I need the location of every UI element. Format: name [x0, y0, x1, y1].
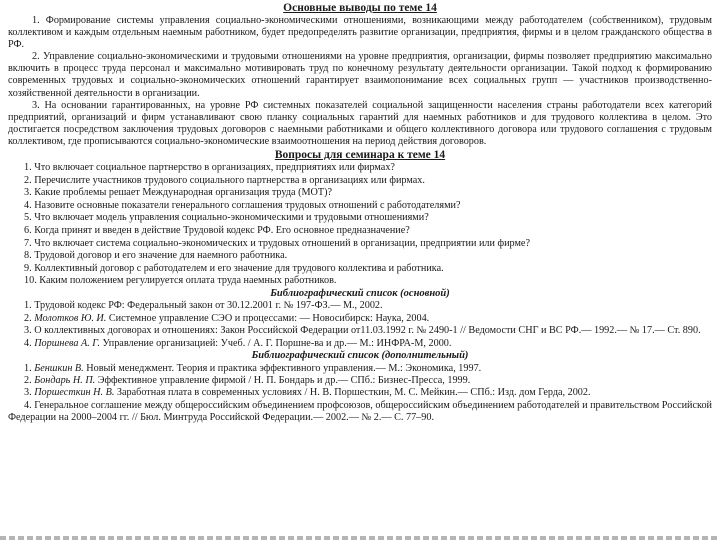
bib-main-item-1: 1. Трудовой кодекс РФ: Федеральный закон от 30.12.2001 г. № 197-ФЗ.— М., 2002.	[24, 300, 383, 312]
bib-main-item-4	[8, 338, 712, 350]
question-6: 6. Когда принят и введен в действие Трудовой кодекс РФ. Его основное предназначение?	[24, 225, 410, 236]
bib-author: Бондарь Н. П.	[34, 375, 96, 386]
conclusion-3: 3. На основании гарантированных, на уровне РФ системных показателей социальной защищенности населения страны работодатели всех категорий предприятий, организаций и фирм устанавливают свою планку социальных гарантий для наемных работников и для трудового коллектива в целом. Это достигается посредством заключения трудовых договоров с наемными работниками и общего коллективного договора или трудового соглашения с трудовым коллективом, где прописываются социально-экономические взаимоотношения на период действия договоров.	[8, 99, 712, 147]
bib-text: Эффективное управление фирмой / Н. П. Бондарь и др.— СПб.: Бизнес-Пресса, 1999.	[95, 375, 471, 386]
bib-extra-item-3	[8, 387, 712, 399]
question-8: 8. Трудовой договор и его значение для наемного работника.	[24, 250, 288, 262]
question-10: 10. Каким положением регулируется оплата труда наемных работников.	[24, 275, 337, 287]
question-5: 5. Что включает модель управления социально-экономическими и трудовыми отношениями?	[24, 212, 429, 224]
bibliography-extra	[8, 363, 712, 425]
bib-author: Поршесткин Н. В.	[34, 387, 115, 399]
bib-number: 2.	[24, 312, 35, 324]
bib-text: Системное управление СЭО и процессами: — Новосибирск: Наука, 2004.	[106, 312, 430, 324]
conclusion-2: 2. Управление социально-экономическими и трудовыми отношениями на уровне предприятия, организации, фирмы позволяет предприятию максимально включить в процесс труда персонал и максимально мотивировать труд по конечному результату деятельности организации. Такой подход к формированию современных трудовых и социально-экономических отношений гарантирует взаимопонимание всех социальных групп — участников производственно-хозяйственной деятельности в организации.	[8, 51, 712, 99]
bib-main-item-2	[8, 313, 712, 325]
heading-conclusions: Основные выводы по теме 14	[283, 2, 437, 14]
bibliography-main	[8, 300, 712, 350]
heading-bibliography-main: Библиографический список (основной)	[270, 287, 450, 299]
conclusions-section	[8, 15, 712, 148]
bib-text: Заработная плата в современных условиях / Н. В. Поршесткин, М. С. Мейкин.— СПб.: Изд. дом Герда, 2002.	[114, 387, 591, 399]
bib-number: 3.	[24, 387, 35, 399]
bib-number: 2.	[24, 375, 35, 386]
bib-extra-item-1	[8, 363, 712, 375]
bib-number: 4.	[24, 337, 35, 349]
heading-questions: Вопросы для семинара к теме 14	[274, 149, 446, 162]
heading-bibliography-extra: Библиографический список (дополнительный)	[251, 350, 469, 362]
bib-text: Управление организацией: Учеб. / А. Г. Поршне-ва и др.— М.: ИНФРА-М, 2000.	[99, 337, 452, 349]
bottom-border-decoration	[0, 536, 720, 540]
questions-list	[8, 162, 712, 288]
bib-author: Поршнева А. Г.	[34, 337, 100, 349]
conclusion-1: 1. Формирование системы управления социально-экономическими отношениями, возникающими между работодателем (собственником), трудовым коллективом и каждым отдельным наемным работником, будет предопределять развитие организации, предприятия, фирмы и в целом гражданского общества в РФ.	[8, 15, 712, 51]
question-3: 3. Какие проблемы решает Международная организация труда (МОТ)?	[24, 187, 333, 199]
bib-extra-item-4: 4. Генеральное соглашение между общероссийским объединением профсоюзов, общероссийским объединением работодателей и правительством Российской Федерации на 2000–2004 гг. // Бюл. Минтруда Российской Федерации.— 2002.— № 2.— С. 77–90.	[8, 399, 712, 424]
question-4: 4. Назовите основные показатели генерального соглашения трудовых отношений с работодателями?	[24, 199, 461, 211]
bib-extra-item-2	[8, 375, 712, 387]
bib-author: Беншкин В.	[34, 362, 84, 374]
bib-number: 1.	[24, 362, 35, 374]
question-2: 2. Перечислите участников трудового социального партнерства в организациях или фирмах.	[24, 174, 425, 186]
question-7: 7. Что включает система социально-экономических и трудовых отношений в организации, предприятии или фирме?	[24, 237, 530, 249]
bib-author: Молотков Ю. И.	[34, 312, 107, 324]
bib-text: Новый менеджмент. Теория и практика эффективного управления.— М.: Экономика, 1997.	[83, 362, 482, 374]
bib-main-item-3: 3. О коллективных договорах и отношениях: Закон Российской Федерации от11.03.1992 г. № 2490-1 // Ведомости СНГ и ВС РФ.— 1992.— № 17.— Ст. 890.	[24, 325, 701, 337]
question-9: 9. Коллективный договор с работодателем и его значение для трудового коллектива и работника.	[24, 262, 444, 274]
question-1: 1. Что включает социальное партнерство в организациях, предприятиях или фирмах?	[24, 162, 395, 174]
